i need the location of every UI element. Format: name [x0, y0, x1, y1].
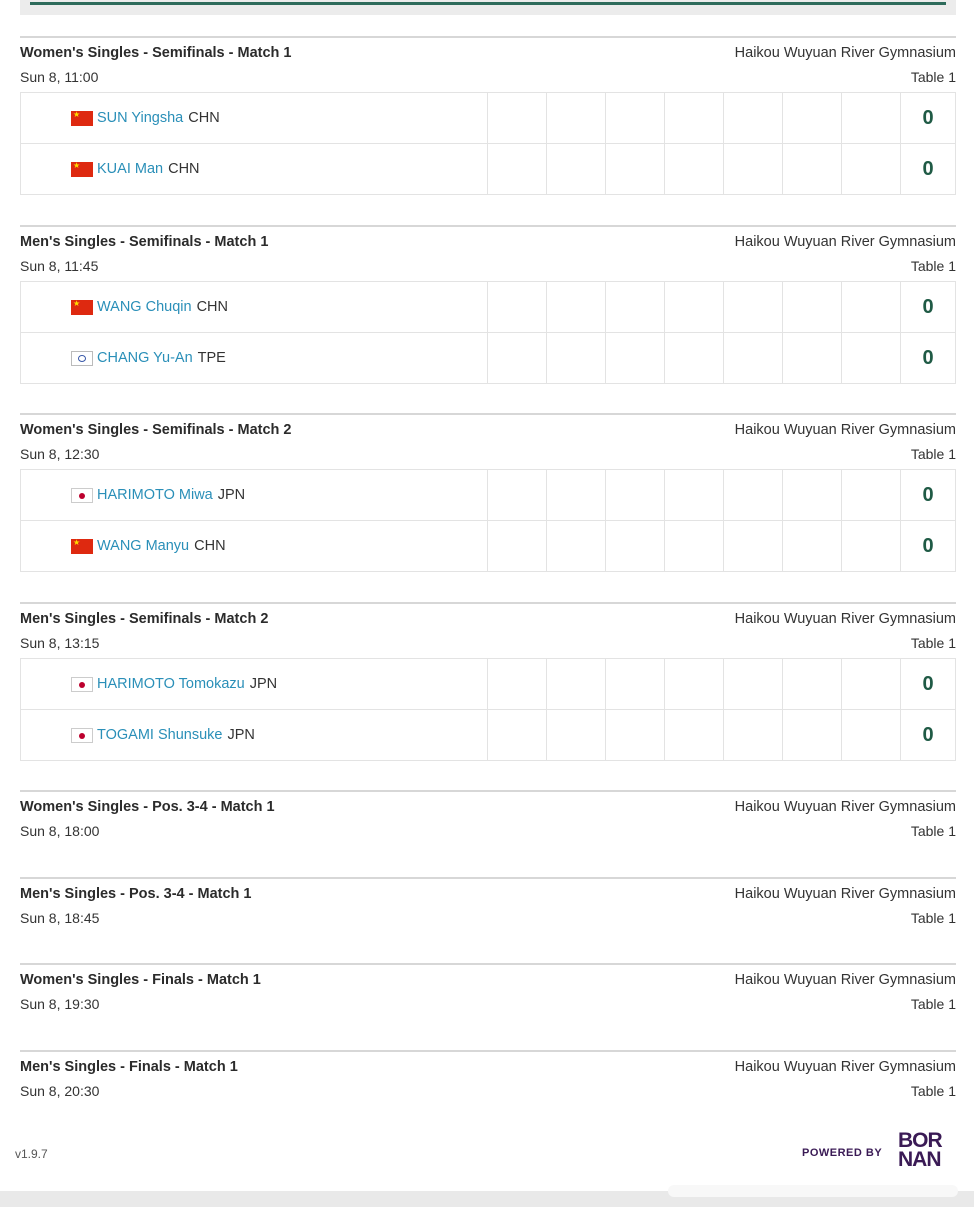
score-table [20, 469, 956, 572]
match-table: Table 1 [910, 1083, 956, 1099]
game-score-cell [783, 659, 842, 709]
top-tab-bar [20, 0, 956, 15]
match-title[interactable]: Men's Singles - Finals - Match 1 [20, 1059, 238, 1075]
match-venue: Haikou Wuyuan River Gymnasium [734, 611, 956, 627]
match-card [20, 225, 956, 384]
game-score-cell [488, 521, 547, 571]
score-table [20, 92, 956, 195]
game-score-cell [606, 282, 665, 332]
game-score-cell [488, 93, 547, 143]
player-country: JPN [249, 676, 278, 692]
match-header [20, 879, 956, 926]
match-title[interactable]: Men's Singles - Semifinals - Match 2 [20, 611, 269, 627]
china-flag-icon [71, 162, 93, 177]
match-venue: Haikou Wuyuan River Gymnasium [734, 886, 956, 902]
match-time: Sun 8, 13:15 [20, 635, 100, 651]
game-score-cell [547, 470, 606, 520]
match-header [20, 227, 956, 274]
player-row [21, 709, 955, 760]
match-header [20, 1052, 956, 1099]
game-score-cell [547, 521, 606, 571]
player-cell [21, 333, 488, 383]
match-title[interactable]: Women's Singles - Semifinals - Match 2 [20, 422, 292, 438]
game-score-cell [783, 521, 842, 571]
match-title[interactable]: Women's Singles - Pos. 3-4 - Match 1 [20, 799, 275, 815]
japan-flag-icon [71, 728, 93, 743]
player-country: CHN [168, 161, 200, 177]
bornan-logo[interactable] [898, 1131, 960, 1169]
match-venue: Haikou Wuyuan River Gymnasium [734, 422, 956, 438]
match-table: Table 1 [910, 910, 956, 926]
player-name-link[interactable]: TOGAMI Shunsuke [97, 727, 223, 743]
china-flag-icon [71, 300, 93, 315]
match-header [20, 792, 956, 839]
match-card [20, 963, 956, 1012]
game-score-cell [724, 333, 783, 383]
game-score-cell [547, 710, 606, 760]
player-row [21, 470, 955, 520]
japan-flag-icon [71, 677, 93, 692]
player-name-link[interactable]: WANG Chuqin [97, 299, 192, 315]
china-flag-icon [71, 539, 93, 554]
player-cell [21, 282, 488, 332]
game-score-cell [488, 333, 547, 383]
player-cell [21, 710, 488, 760]
match-card [20, 602, 956, 761]
match-table: Table 1 [910, 823, 956, 839]
match-time: Sun 8, 11:00 [20, 69, 99, 85]
match-title[interactable]: Women's Singles - Finals - Match 1 [20, 972, 261, 988]
game-score-cell [488, 659, 547, 709]
game-score-cell [842, 521, 901, 571]
game-score-cell [606, 710, 665, 760]
version-label: v1.9.7 [15, 1147, 48, 1161]
match-venue: Haikou Wuyuan River Gymnasium [734, 45, 956, 61]
game-score-cell [665, 333, 724, 383]
scrollbar-thumb[interactable] [668, 1185, 958, 1197]
logo-text-top: BOR [898, 1129, 942, 1152]
game-score-cell [547, 93, 606, 143]
game-score-cell [665, 521, 724, 571]
game-score-cell [606, 659, 665, 709]
game-score-cell [665, 659, 724, 709]
match-card [20, 790, 956, 839]
game-score-cell [606, 93, 665, 143]
match-table: Table 1 [910, 446, 956, 462]
game-score-cell [842, 659, 901, 709]
match-total-score: 0 [922, 483, 934, 506]
game-score-cell [724, 470, 783, 520]
player-name-link[interactable]: SUN Yingsha [97, 110, 184, 126]
player-cell [21, 93, 488, 143]
game-score-cell [547, 333, 606, 383]
match-time: Sun 8, 20:30 [20, 1083, 100, 1099]
game-score-cell [665, 282, 724, 332]
game-score-cell [783, 333, 842, 383]
match-card [20, 1050, 956, 1099]
score-table [20, 281, 956, 384]
game-score-cell [665, 470, 724, 520]
game-score-cell [842, 144, 901, 194]
game-score-cell [665, 93, 724, 143]
match-time: Sun 8, 19:30 [20, 996, 100, 1012]
game-score-cell [783, 93, 842, 143]
game-score-cell [842, 710, 901, 760]
match-total-score: 0 [922, 723, 934, 746]
game-score-cell [547, 282, 606, 332]
match-header [20, 965, 956, 1012]
match-card [20, 877, 956, 926]
game-score-cell [783, 144, 842, 194]
match-table: Table 1 [910, 69, 956, 85]
game-score-cell [783, 710, 842, 760]
horizontal-scrollbar[interactable] [0, 1191, 974, 1207]
match-title[interactable]: Men's Singles - Semifinals - Match 1 [20, 234, 269, 250]
match-total-score: 0 [922, 534, 934, 557]
china-flag-icon [71, 111, 93, 126]
game-score-cell [488, 282, 547, 332]
japan-flag-icon [71, 488, 93, 503]
game-score-cell [606, 333, 665, 383]
game-score-cell [547, 144, 606, 194]
game-score-cell [665, 710, 724, 760]
player-name-link[interactable]: WANG Manyu [97, 538, 190, 554]
match-header [20, 415, 956, 462]
game-score-cell [606, 470, 665, 520]
player-name-link[interactable]: HARIMOTO Tomokazu [97, 676, 245, 692]
match-header [20, 38, 956, 85]
game-score-cell [488, 144, 547, 194]
game-score-cell [547, 659, 606, 709]
match-table: Table 1 [910, 635, 956, 651]
game-score-cell [783, 282, 842, 332]
match-total-score: 0 [922, 672, 934, 695]
game-score-cell [724, 144, 783, 194]
game-score-cell [606, 144, 665, 194]
match-card [20, 413, 956, 572]
active-tab-indicator [30, 2, 946, 5]
match-venue: Haikou Wuyuan River Gymnasium [734, 234, 956, 250]
powered-by-label: POWERED BY [802, 1147, 883, 1159]
player-country: CHN [196, 299, 228, 315]
game-score-cell [783, 470, 842, 520]
player-row [21, 93, 955, 143]
match-table: Table 1 [910, 258, 956, 274]
player-row [21, 332, 955, 383]
player-row [21, 659, 955, 709]
match-total-score: 0 [922, 157, 934, 180]
player-country: CHN [194, 538, 226, 554]
game-score-cell [842, 333, 901, 383]
game-score-cell [842, 470, 901, 520]
logo-text-bottom: NAN [898, 1148, 941, 1171]
player-row [21, 143, 955, 194]
match-venue: Haikou Wuyuan River Gymnasium [734, 799, 956, 815]
match-time: Sun 8, 18:45 [20, 910, 100, 926]
match-time: Sun 8, 12:30 [20, 446, 100, 462]
match-venue: Haikou Wuyuan River Gymnasium [734, 1059, 956, 1075]
match-time: Sun 8, 18:00 [20, 823, 100, 839]
player-cell [21, 144, 488, 194]
match-total-score: 0 [922, 295, 934, 318]
game-score-cell [724, 710, 783, 760]
player-cell [21, 659, 488, 709]
player-country: TPE [197, 350, 226, 366]
match-total-score: 0 [922, 106, 934, 129]
chinese-taipei-flag-icon [71, 351, 93, 366]
player-name-link[interactable]: HARIMOTO Miwa [97, 487, 213, 503]
match-table: Table 1 [910, 996, 956, 1012]
player-name-link[interactable]: KUAI Man [97, 161, 164, 177]
score-table [20, 658, 956, 761]
match-total-score: 0 [922, 346, 934, 369]
match-header [20, 604, 956, 651]
player-country: JPN [227, 727, 255, 743]
game-score-cell [606, 521, 665, 571]
game-score-cell [488, 710, 547, 760]
player-country: CHN [188, 110, 220, 126]
match-title[interactable]: Women's Singles - Semifinals - Match 1 [20, 45, 292, 61]
match-title[interactable]: Men's Singles - Pos. 3-4 - Match 1 [20, 886, 252, 902]
match-time: Sun 8, 11:45 [20, 258, 99, 274]
player-cell [21, 470, 488, 520]
match-venue: Haikou Wuyuan River Gymnasium [734, 972, 956, 988]
game-score-cell [724, 282, 783, 332]
player-row [21, 282, 955, 332]
match-card [20, 36, 956, 195]
game-score-cell [842, 93, 901, 143]
game-score-cell [665, 144, 724, 194]
game-score-cell [488, 470, 547, 520]
player-name-link[interactable]: CHANG Yu-An [97, 350, 193, 366]
game-score-cell [842, 282, 901, 332]
player-row [21, 520, 955, 571]
game-score-cell [724, 93, 783, 143]
player-country: JPN [217, 487, 246, 503]
game-score-cell [724, 521, 783, 571]
player-cell [21, 521, 488, 571]
game-score-cell [724, 659, 783, 709]
